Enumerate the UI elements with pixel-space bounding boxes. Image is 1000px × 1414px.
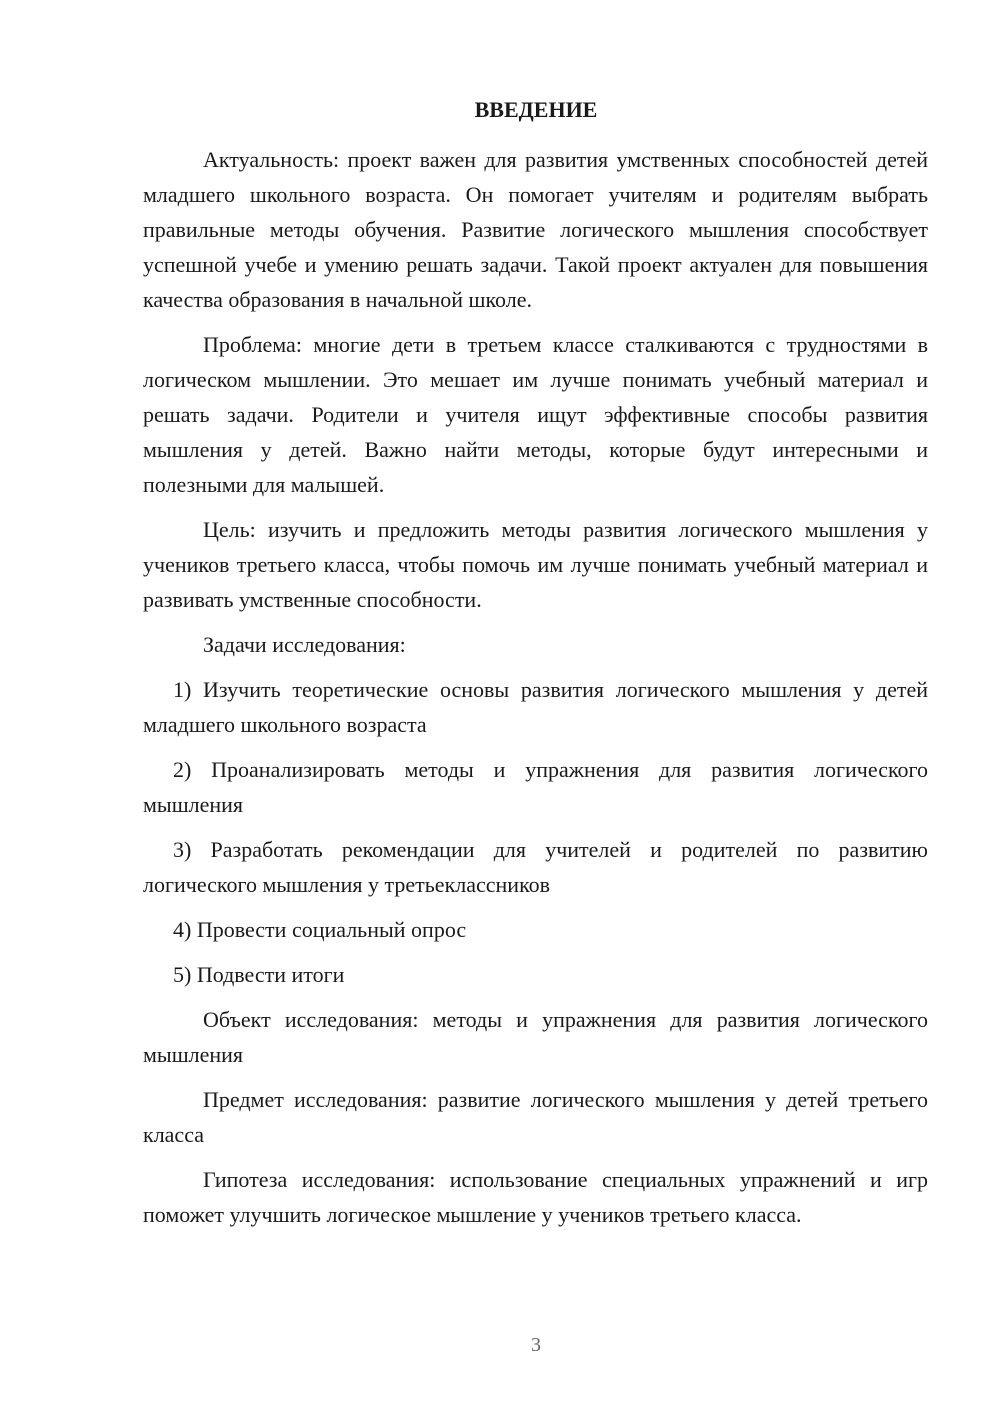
task-item-1: 1) Изучить теоретические основы развития логического мышления у детей младшего школьного возраста [143, 677, 928, 737]
task-item-3: 3) Разработать рекомендации для учителей и родителей по развитию логического мышления у третьеклассников [143, 837, 928, 897]
paragraph-hypothesis: Гипотеза исследования: использование специальных упражнений и игр поможет улучшить логическое мышление у учеников третьего класса. [143, 1167, 928, 1227]
document-body [143, 142, 928, 1242]
task-item-2: 2) Проанализировать методы и упражнения для развития логического мышления [143, 757, 928, 817]
paragraph-relevance: Актуальность: проект важен для развития умственных способностей детей младшего школьного возраста. Он помогает учителям и родителям выбрать правильные методы обучения. Развитие логического мышления способствует успешной учебе и умению решать задачи. Такой проект актуален для повышения качества образования в начальной школе. [143, 147, 928, 312]
paragraph-object: Объект исследования: методы и упражнения для развития логического мышления [143, 1007, 928, 1067]
paragraph-problem: Проблема: многие дети в третьем классе сталкиваются с трудностями в логическом мышлении. Это мешает им лучше понимать учебный материал и решать задачи. Родители и учителя ищут эффективные способы развития мышления у детей. Важно найти методы, которые будут интересными и полезными для малышей. [143, 332, 928, 497]
section-heading: ВВЕДЕНИЕ [474, 97, 598, 122]
page-number: 3 [531, 1334, 541, 1356]
task-item-5: 5) Подвести итоги [173, 962, 345, 987]
paragraph-tasks-heading: Задачи исследования: [203, 632, 406, 657]
paragraph-goal: Цель: изучить и предложить методы развития логического мышления у учеников третьего класса, чтобы помочь им лучше понимать учебный материал и развивать умственные способности. [143, 517, 928, 612]
paragraph-subject: Предмет исследования: развитие логического мышления у детей третьего класса [143, 1087, 928, 1147]
task-item-4: 4) Провести социальный опрос [173, 917, 467, 942]
